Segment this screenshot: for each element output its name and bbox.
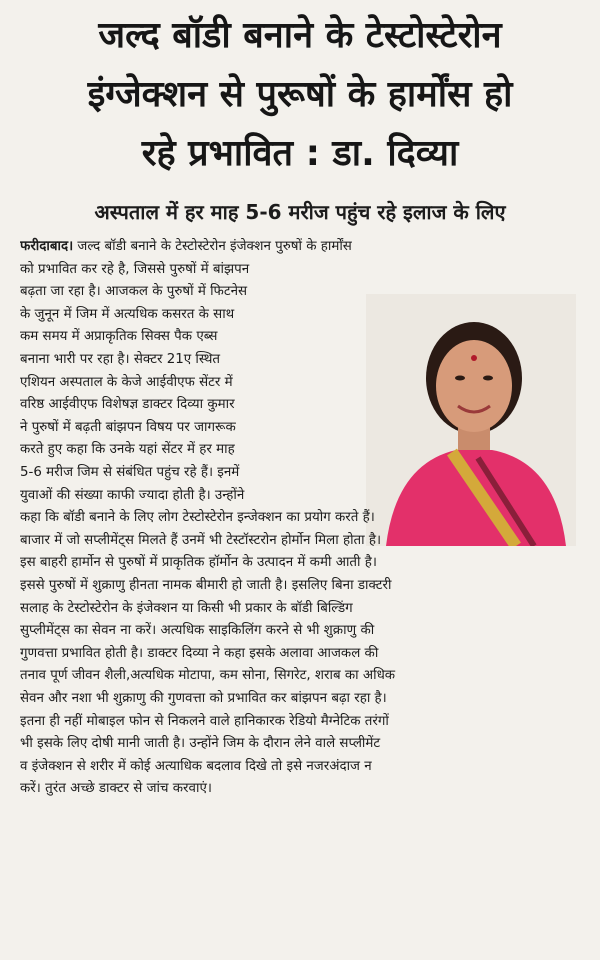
headline-line-2: इंग्जेक्शन से पुरूषों के हार्मोंस हो [87,74,513,115]
article-line: भी इसके लिए दोषी मानी जाती है। उन्होंने जिम के दौरान लेने वाले सप्लीमेंट [20,736,381,752]
article-line: ने पुरुषों में बढ़ती बांझपन विषय पर जागरूक [20,419,236,435]
article-line: को प्रभावित कर रहे है, जिससे पुरुषों में बांझपन [20,261,250,277]
article-line: सुप्लीमेंट्स का सेवन ना करें। अत्यधिक साइकिलिंग करने से भी शुक्राणु की [20,623,375,639]
article-line: कहा कि बॉडी बनाने के लिए लोग टेस्टोस्टेरोन इन्जेक्शन का प्रयोग करते हैं। [20,510,375,526]
article-first-line-text: जल्द बॉडी बनाने के टेस्टोस्टेरोन इंजेक्शन पुरुषों के हार्मोंस [73,239,352,254]
article-line: बनाना भारी पर रहा है। सेक्टर 21ए स्थित [20,352,221,367]
article-line: कम समय में अप्राकृतिक सिक्स पैक एब्स [20,329,218,345]
dateline: फरीदाबाद। [20,239,74,254]
article-line: व इंजेक्शन से शरीर में कोई अत्याधिक बदलाव दिखे तो इसे नजरअंदाज न [20,758,372,774]
headline [0,6,600,183]
article-line: एशियन अस्पताल के केजे आईवीएफ सेंटर में [20,374,233,390]
article-line: बाजार में जो सप्लीमेंट्स मिलते हैं उनमें भी टेस्टॉस्टरोन होर्मोन मिला होता है। [20,532,382,548]
article-line: गुणवत्ता प्रभावित होती है। डाक्टर दिव्या ने कहा इसके अलावा आजकल की [20,645,379,661]
article-line: इतना ही नहीं मोबाइल फोन से निकलने वाले हानिकारक रेडियो मैग्नेटिक तरंगों [20,713,389,729]
article-line: करते हुए कहा कि उनके यहां सेंटर में हर माह [20,442,235,458]
article-line: युवाओं की संख्या काफी ज्यादा होती है। उन्होंने [20,487,245,503]
article-line: बढ़ता जा रहा है। आजकल के पुरुषों में फिटनेस [20,284,248,300]
article-line: इस बाहरी हार्मोन से पुरुषों में प्राकृतिक हॉर्मोन के उत्पादन में कमी आती है। [20,555,377,571]
article-line: सलाह के टेस्टोस्टेरोन के इंजेक्शन या किसी भी प्रकार के बॉडी बिल्डिंग [20,600,353,616]
article-line: करें। तुरंत अच्छे डाक्टर से जांच करवाएं। [20,781,212,797]
article-line: 5-6 मरीज जिम से संबंधित पहुंच रहे हैं। इनमें [20,465,240,480]
headline-line-3: रहे प्रभावित : डा. दिव्या [141,133,459,174]
article-line: के जुनून में जिम में अत्यधिक कसरत के साथ [20,306,235,322]
article-line-first [20,236,352,258]
article-line: सेवन और नशा भी शुक्राणु की गुणवत्ता को प्रभावित कर बांझपन बढ़ा रहा है। [20,691,387,706]
article-line: तनाव पूर्ण जीवन शैली,अत्यधिक मोटापा, कम सोना, सिगरेट, शराब का अधिक [20,668,396,684]
headline-line-1: जल्द बॉडी बनाने के टेस्टोस्टेरोन [98,15,502,56]
article-line: वरिष्ठ आईवीएफ विशेषज्ञ डाक्टर दिव्या कुमार [20,397,235,413]
article-line: इससे पुरुषों में शुक्राणु हीनता नामक बीमारी हो जाती है। इसलिए बिना डाक्टरी [20,578,392,593]
subheadline: अस्पताल में हर माह 5-6 मरीज पहुंच रहे इलाज के लिए [94,200,506,224]
